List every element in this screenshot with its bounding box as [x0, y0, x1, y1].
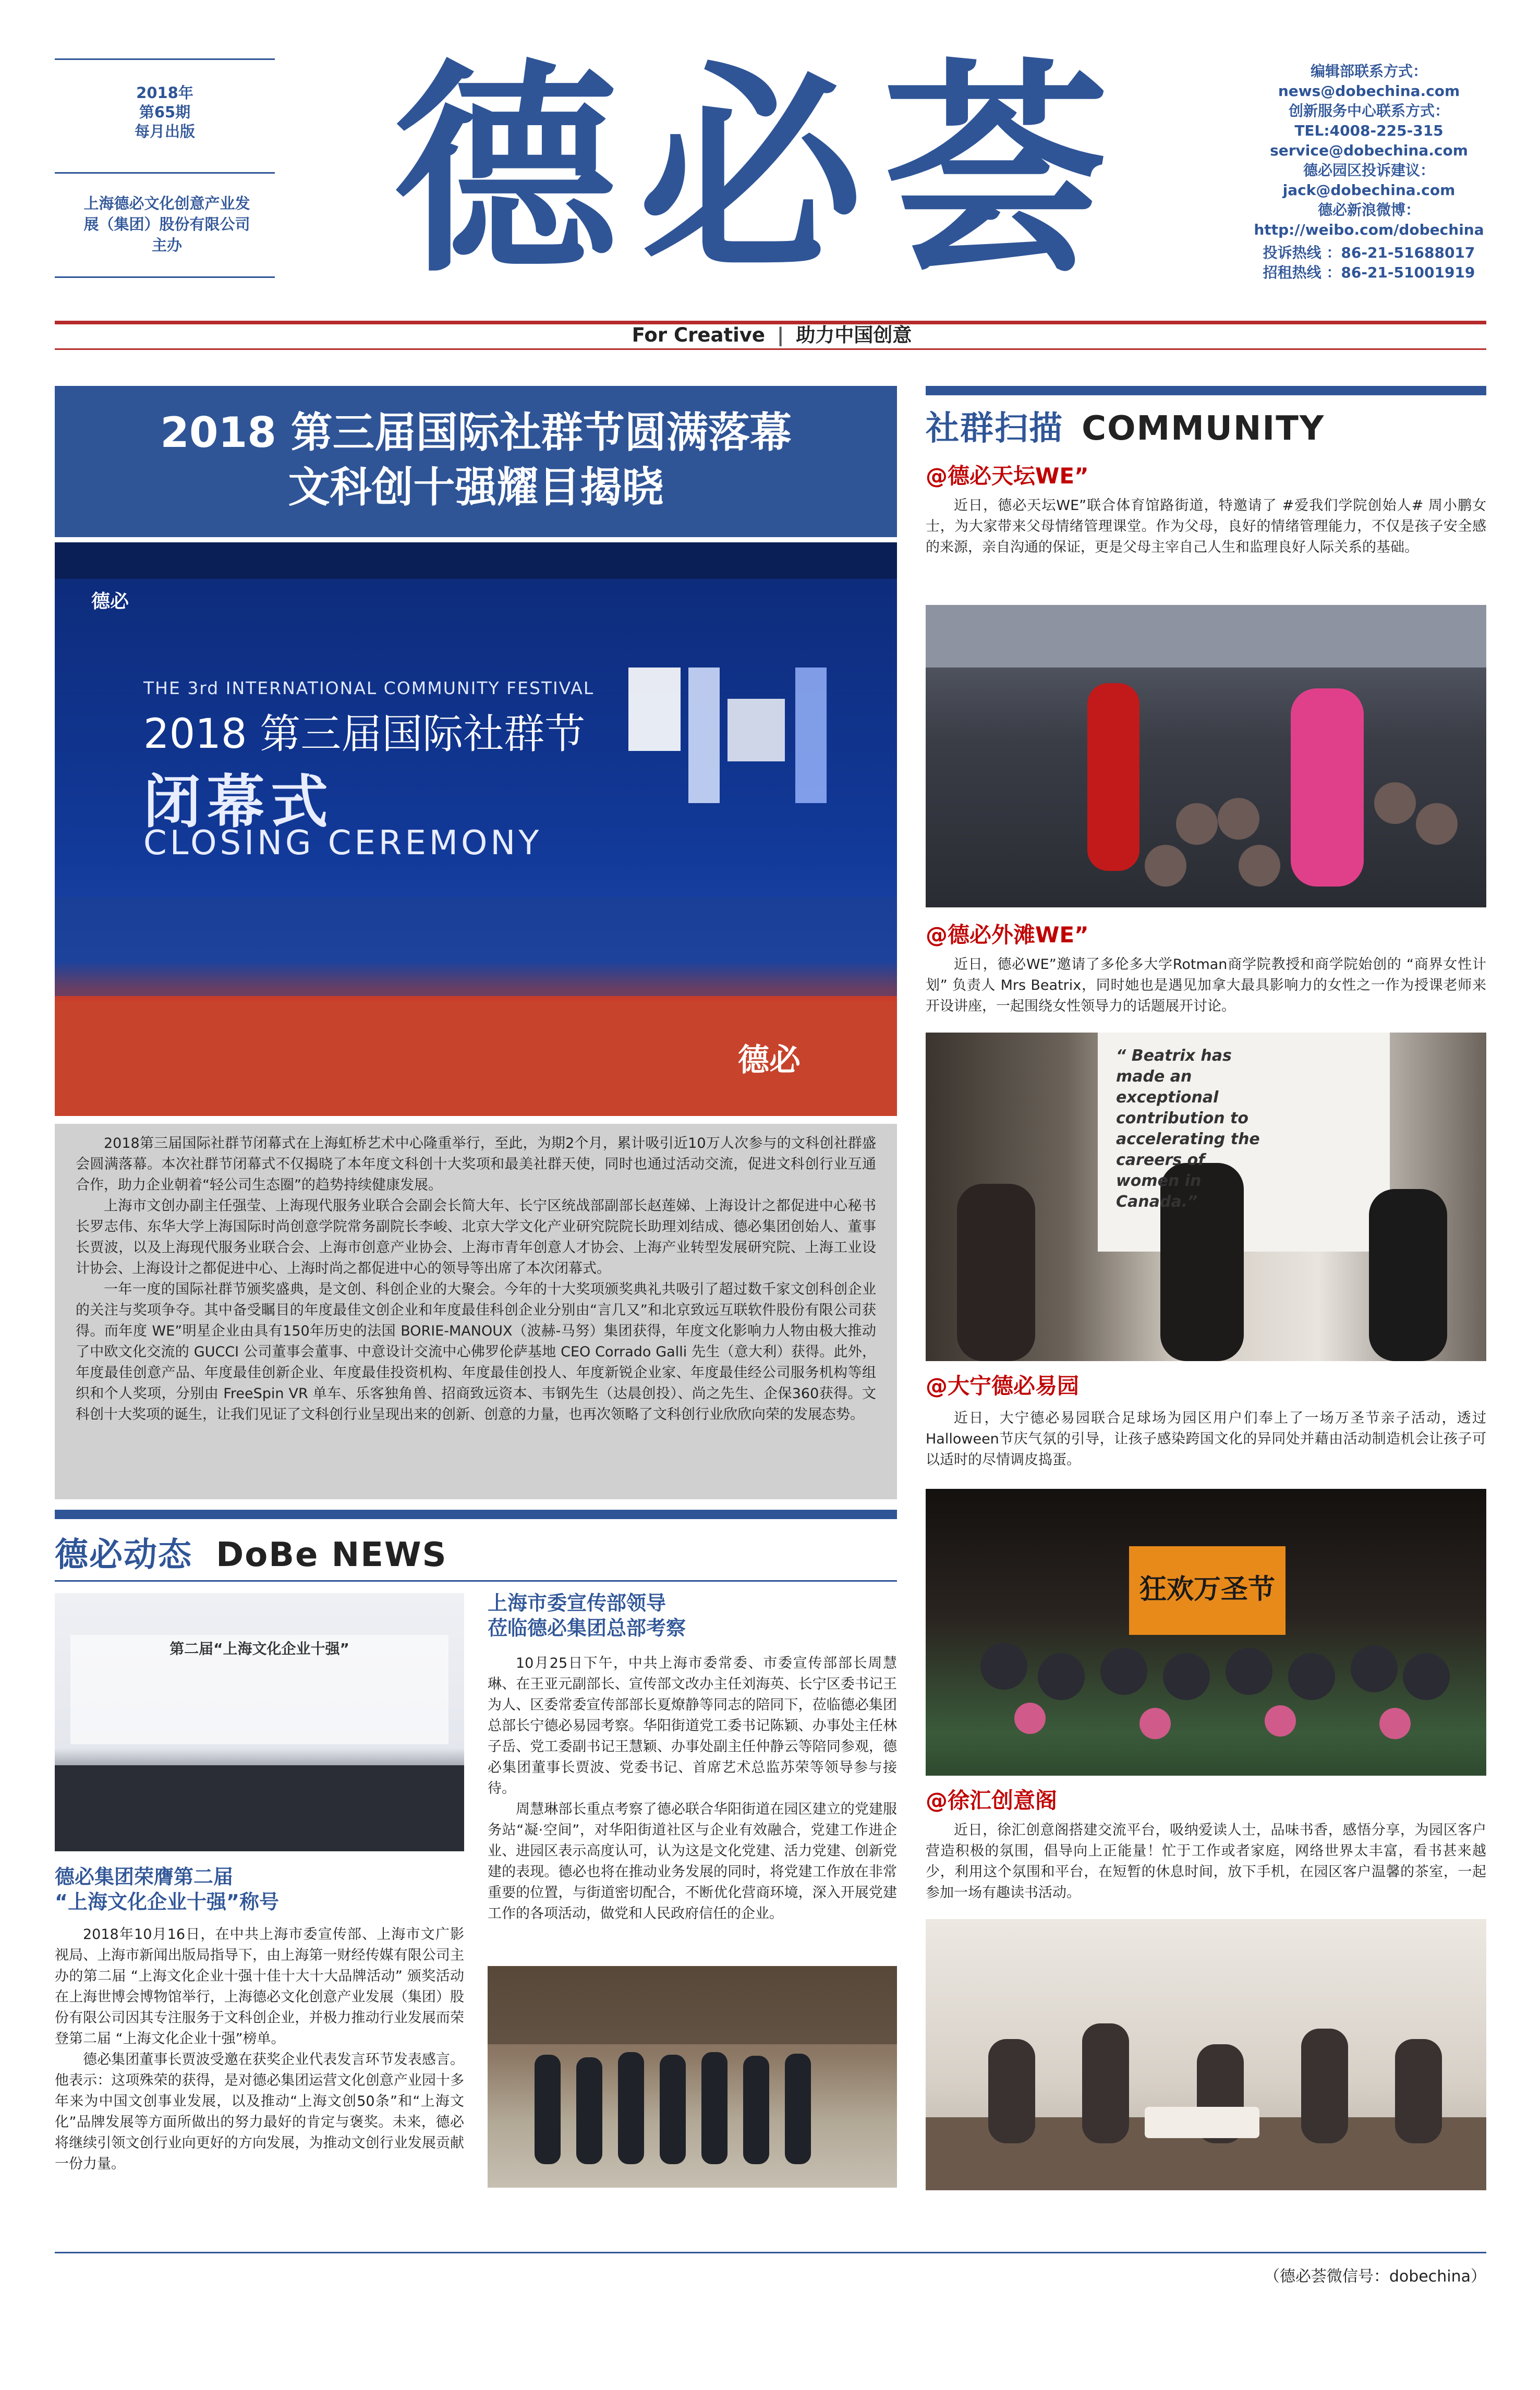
community-photo-3-graphics — [926, 1489, 1486, 1776]
contact-service-tel: TEL:4008-225-315 — [1294, 122, 1444, 139]
news-story2-paragraph-1: 10月25日下午，中共上海市委常委、市委宣传部部长周慧琳、在王亚元副部长、宣传部文改办主任刘海英、长宁区委书记王为人、区委常委宣传部部长夏燎静等同志的陪同下，莅临德必集团总部长宁德必易园考察。华阳街道党工委书记陈颖、办事处主任林子岳、党工委副书记王慧颖、办事处副主任仲静云等陪同参观，德必集团董事长贾波、党委书记、首席艺术总监苏荣等领导参与接待。 — [488, 1655, 897, 1797]
slogan: For Creative | 助力中国创意 — [632, 324, 912, 346]
news-photo-visit-graphics — [488, 1966, 897, 2188]
news-photo-visit — [488, 1966, 897, 2188]
contact-weibo-url: http://weibo.com/dobechina — [1254, 221, 1484, 238]
news-photo-award-graphics — [55, 1593, 464, 1851]
contact-editorial-email: news@dobechina.com — [1278, 82, 1460, 100]
community-item-2-text: 近日，德必WE”邀请了多伦多大学Rotman商学院教授和商学院始创的 “商界女性计划” 负责人 Mrs Beatrix，同时她也是遇见加拿大最具影响力的女性之一作为授课老师来开设讲座，一起围绕女性领导力的话题展开讨论。 — [926, 956, 1486, 1014]
community-photo-2 — [926, 1033, 1486, 1361]
contact-complaint-email: jack@dobechina.com — [1282, 181, 1456, 199]
contact-leasing-hotline: 招租热线 ：86-21-51001919 — [1263, 264, 1475, 281]
publisher: 上海德必文化创意产业发展（集团）股份有限公司主办 — [83, 195, 250, 254]
footer-rule — [55, 2252, 1486, 2253]
lead-headline-1: 2018 第三届国际社群节圆满落幕 — [160, 408, 792, 457]
slogan-cn: 助力中国创意 — [796, 324, 912, 346]
community-photo-3-banner: 狂欢万圣节 — [1139, 1574, 1275, 1605]
news-story1-paragraph-1: 2018年10月16日，在中共上海市委宣传部、上海市文广影视局、上海市新闻出版局指导下，由上海第一财经传媒有限公司主办的第二届 “上海文化企业十强十佳十大十大品牌活动” 颁奖活动在上海世博会博物馆举行，上海德必文化创意产业发展（集团）股份有限公司因其专注服务于文科创企业，并极力推动行业发展而荣登第二届 “上海文化企业十强”榜单。 — [55, 1926, 464, 2047]
masthead-title: 德必荟 — [394, 42, 1129, 302]
news-story2-headline-2: 莅临德必集团总部考察 — [488, 1617, 686, 1640]
lead-paragraph-2: 上海市文创办副主任强莹、上海现代服务业联合会副会长简大年、长宁区统战部副部长赵莲娣、上海设计之都促进中心秘书长罗志伟、东华大学上海国际时尚创意学院常务副院长李峻、北京大学文化产业研究院院长助理刘结成、德必集团创始人、董事长贾波，以及上海现代服务业联合会、上海市创意产业协会、上海市青年创意人才协会、上海产业转型发展研究院、上海工业设计协会、上海设计之都促进中心、上海时尚之都促进中心的领导等出席了本次闭幕式。 — [76, 1198, 876, 1277]
lead-headline-2: 文科创十强耀目揭晓 — [288, 463, 664, 512]
community-section-title-cn: 社群扫描 — [926, 409, 1063, 448]
masthead-left-bottom-rule — [55, 276, 275, 278]
community-photo-4-graphics — [926, 1919, 1486, 2190]
news-story1-headline-1: 德必集团荣膺第二届 — [55, 1865, 234, 1888]
lead-article-body — [55, 1124, 897, 1499]
news-story1-headline — [55, 1864, 464, 1914]
community-item-3-text: 近日，大宁德必易园联合足球场为园区用户们奉上了一场万圣节亲子活动，透过Halloween节庆气氛的引导，让孩子感染跨国文化的异同处并藉由活动制造机会让孩子可以适时的尽情调皮捣蛋。 — [926, 1410, 1486, 1468]
news-section-rule — [55, 1580, 897, 1582]
community-item-1-text: 近日，德必天坛WE”联合体育馆路街道，特邀请了 #爱我们学院创始人# 周小鹏女士，为大家带来父母情绪管理课堂。作为父母，良好的情绪管理能力，不仅是孩子安全感的来源，亲自沟通的保证，更是父母主宰自己人生和监理良好人际关系的基础。 — [926, 498, 1486, 555]
news-section-title-en: DoBe NEWS — [216, 1536, 447, 1574]
news-photo-award — [55, 1593, 464, 1851]
slogan-en: For Creative — [632, 324, 766, 346]
community-item-3-title: @大宁德必易园 — [926, 1373, 1080, 1399]
contact-complaint-hotline: 投诉热线 ：86-21-51688017 — [1263, 244, 1475, 261]
news-section-title-cn: 德必动态 — [55, 1536, 192, 1574]
lead-paragraph-3: 一年一度的国际社群节颁奖盛典，是文创、科创企业的大聚会。今年的十大奖项颁奖典礼共吸引了超过数千家文创科创企业的关注与奖项争夺。其中备受瞩目的年度最佳文创企业和年度最佳科创企业分别由“言几又”和北京致远互联软件股份有限公司获得。而年度 WE”明星企业由具有150年历史的法国 BORIE-MANOUX（波赫-马努）集团获得，年度文化影响力人物由极大推动了中欧文化交流的 GUCCI 公司董事会董事、中意设计交流中心佛罗伦萨基地 CEO Corrado Galli 先生（意大利）获得。此外，年度最佳创意产品、年度最佳创新企业、年度最佳投资机构、年度最佳创投人、年度新锐企业家、年度最佳经公司服务机构等组织和个人奖项，分别由 FreeSpin VR 单车、乐客独角兽、招商致远资本、韦钢先生（达晨创投）、尚之先生、企保360获得。文科创十大奖项的诞生，让我们见证了文科创行业呈现出来的创新、创意的力量，也再次领略了文科创行业欣欣向荣的发展态势。 — [76, 1281, 876, 1423]
news-story1-paragraph-2: 德必集团董事长贾波受邀在获奖企业代表发言环节发表感言。他表示：这项殊荣的获得，是对德必集团运营文化创意产业园十多年来为中国文创事业发展，以及推动“上海文创50条”和“上海文化”品牌发展等方面所做出的努力最好的肯定与褒奖。未来，德必将继续引领文创行业向更好的方向发展，为推动文创行业发展贡献一份力量。 — [55, 2052, 464, 2172]
community-item-2-title: @德必外滩WE” — [926, 922, 1089, 948]
issue-frequency: 每月出版 — [134, 123, 195, 140]
lead-photo — [55, 542, 897, 1116]
news-story2-headline — [488, 1591, 897, 1641]
community-photo-3 — [926, 1489, 1486, 1776]
community-item-1-title: @德必天坛WE” — [926, 463, 1089, 489]
news-story2-headline-1: 上海市委宣传部领导 — [488, 1592, 666, 1615]
lead-photo-ceremony-cn: 闭幕式 — [143, 769, 334, 835]
community-photo-1 — [926, 605, 1486, 907]
lead-paragraph-1: 2018第三届国际社群节闭幕式在上海虹桥艺术中心隆重举行，至此，为期2个月，累计吸引近10万人次参与的文科创社群盛会圆满落幕。本次社群节闭幕式不仅揭晓了本年度文科创十大奖项和最美社群天使，同时也通过活动交流，促进文科创行业互通合作，助力企业朝着“轻公司生态圈”的趋势持续健康发展。 — [76, 1135, 876, 1193]
footer-wechat: （德必荟微信号：dobechina） — [1264, 2267, 1486, 2286]
news-story1-body — [55, 1924, 464, 2175]
lead-photo-festival-en: THE 3rd INTERNATIONAL COMMUNITY FESTIVAL — [143, 678, 595, 698]
contact-complaint-label: 德必园区投诉建议： — [1303, 162, 1435, 179]
contact-block — [1252, 62, 1486, 283]
issue-number: 第65期 — [139, 103, 191, 121]
lead-photo-festival-cn: 2018 第三届国际社群节 — [143, 711, 586, 758]
community-section-title — [926, 402, 1325, 450]
lead-photo-ceremony-en: CLOSING CEREMONY — [143, 824, 542, 863]
contact-weibo-label: 德必新浪微博： — [1317, 201, 1420, 219]
news-story2-paragraph-2: 周慧琳部长重点考察了德必联合华阳街道在园区建立的党建服务站“凝·空间”，对华阳街道社区与企业有效融合，党建工作进企业、进园区表示高度认可，认为这是文化党建、活力党建、创新党建的表现。德必也将在推动业务发展的同时，将党建工作放在非常重要的位置，与街道密切配合，不断优化营商环境，深入开展党建工作的各项活动，做党和人民政府信任的企业。 — [488, 1801, 897, 1922]
news-story1-headline-2: “上海文化企业十强”称号 — [55, 1890, 279, 1913]
lead-photo-logo: 德必 — [91, 591, 129, 612]
contact-service-email: service@dobechina.com — [1270, 142, 1468, 159]
news-section-bar — [55, 1510, 897, 1519]
community-photo-2-quote: “ Beatrix has made an exceptional contribution to accelerating the careers of women in Canada.” — [1116, 1047, 1260, 1211]
contact-editorial-label: 编辑部联系方式： — [1310, 63, 1427, 80]
issue-info — [55, 83, 275, 141]
news-story2-body — [488, 1653, 897, 1924]
issue-year: 2018年 — [136, 84, 193, 102]
community-item-4-text: 近日，徐汇创意阁搭建交流平台，吸纳爱读人士，品味书香，感悟分享，为园区客户营造积极的氛围，倡导向上正能量！忙于工作或者家庭，网络世界太丰富，看书甚来越少，利用这个氛围和平台，在短暂的休息时间，放下手机，在园区客户温馨的茶室，一起参加一场有趣读书活动。 — [926, 1822, 1486, 1901]
news-photo-award-banner: 第二届“上海文化企业十强” — [169, 1640, 349, 1657]
community-section-bar — [926, 386, 1486, 395]
masthead-left-top-rule — [55, 58, 275, 60]
community-photo-4 — [926, 1919, 1486, 2190]
community-photo-1-graphics — [926, 605, 1486, 907]
masthead-red-thin-rule — [55, 348, 1486, 350]
community-item-4-title: @徐汇创意阁 — [926, 1788, 1058, 1813]
community-section-title-en: COMMUNITY — [1082, 409, 1325, 448]
news-section-title — [55, 1528, 447, 1576]
lead-photo-stage-logo: 德必 — [738, 1042, 801, 1078]
contact-service-label: 创新服务中心联系方式： — [1288, 102, 1449, 119]
masthead-left-mid-rule — [55, 172, 275, 174]
lead-headline-box — [55, 386, 897, 537]
